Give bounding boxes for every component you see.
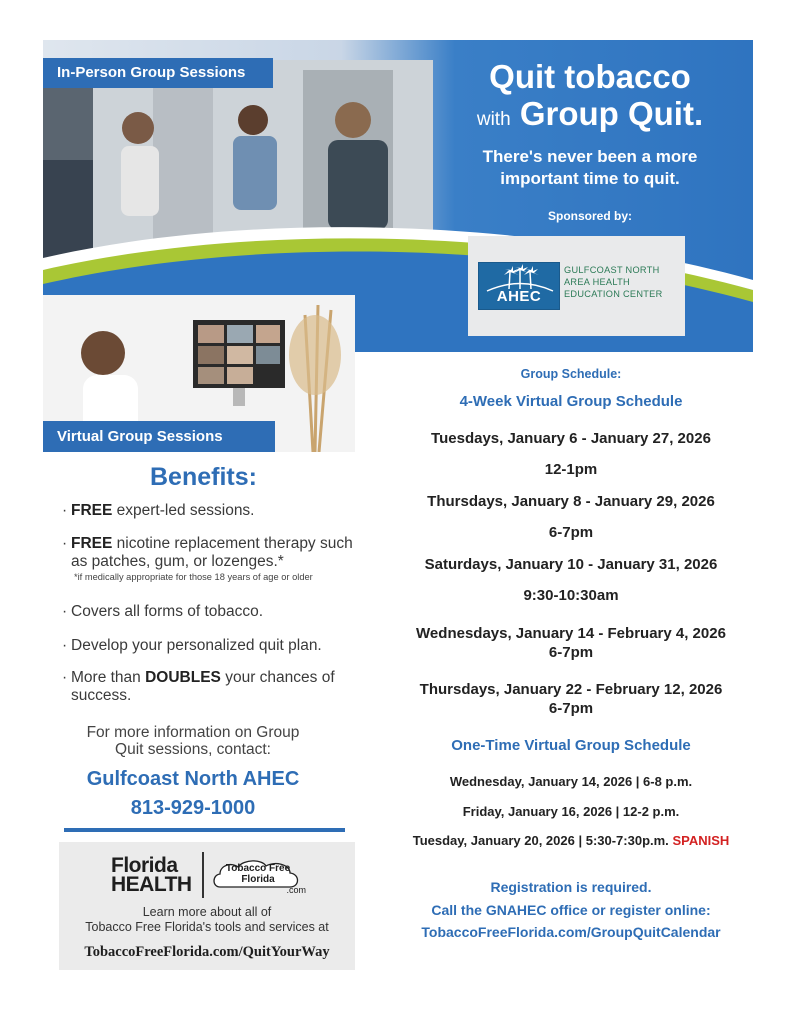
footer-learn-line1: Learn more about all of	[142, 905, 272, 919]
sponsored-by: Sponsored by:	[547, 209, 632, 223]
four-week-time-2: 6-7pm	[548, 524, 594, 541]
benefit-bold: FREE	[71, 502, 113, 519]
headline-line1: Quit tobacco	[489, 58, 691, 95]
tff-com: .com	[286, 885, 306, 895]
benefit-item: · FREE expert-led sessions.	[62, 502, 255, 519]
four-week-title: 4-Week Virtual Group Schedule	[459, 393, 683, 410]
headline-group-quit: Group Quit.	[519, 95, 704, 132]
group-schedule-heading: Group Schedule:	[520, 367, 622, 381]
sponsor-name-line1: GULFCOAST NORTH	[564, 265, 660, 275]
quit-your-way-link[interactable]: TobaccoFreeFlorida.com/QuitYourWay	[84, 944, 330, 960]
subhead-line2: important time to quit.	[500, 169, 680, 188]
group-quit-calendar-link[interactable]: TobaccoFreeFlorida.com/GroupQuitCalendar	[421, 924, 721, 940]
registration-instructions: Call the GNAHEC office or register online:	[431, 902, 711, 918]
subhead-line1: There's never been a more	[482, 147, 698, 166]
one-time-session-1: Wednesday, January 14, 2026 | 6-8 p.m.	[449, 774, 693, 789]
four-week-time-3: 9:30-10:30am	[523, 587, 619, 604]
four-week-dates-1: Tuesdays, January 6 - January 27, 2026	[431, 430, 711, 447]
benefit-text: expert-led sessions.	[112, 502, 255, 519]
four-week-time-4: 6-7pm	[548, 644, 594, 661]
in-person-sessions-label: In-Person Group Sessions	[43, 58, 273, 88]
sponsor-name	[564, 264, 684, 300]
one-time-title: One-Time Virtual Group Schedule	[451, 737, 691, 754]
benefit-pre: More than	[71, 669, 146, 686]
four-week-dates-2: Thursdays, January 8 - January 29, 2026	[427, 493, 715, 510]
headline-line2	[430, 96, 750, 138]
headline	[430, 58, 750, 138]
ahec-logo-text: AHEC	[496, 288, 542, 305]
benefit-text: your chances of success.	[71, 669, 335, 704]
benefits-title: Benefits:	[150, 463, 257, 491]
contact-phone: 813-929-1000	[130, 797, 256, 819]
four-week-dates-4: Wednesdays, January 14 - February 4, 2026	[416, 625, 726, 642]
spanish-tag: SPANISH	[672, 833, 730, 848]
benefit-item: · Develop your personalized quit plan.	[62, 637, 362, 655]
one-time-session-2: Friday, January 16, 2026 | 12-2 p.m.	[462, 804, 680, 819]
sponsor-name-line3: EDUCATION CENTER	[564, 289, 663, 299]
florida-text: Florida	[111, 854, 178, 877]
footer-learn-text	[59, 905, 355, 935]
contact-info-line2: Quit sessions, contact:	[115, 741, 271, 758]
tff-line2: Florida	[241, 874, 275, 885]
benefit-bold: FREE	[71, 535, 113, 552]
contact-info-line1: For more information on Group	[86, 724, 300, 741]
benefit-item: · More than DOUBLES your chances of success.	[62, 669, 335, 704]
one-time-session-3-text: Tuesday, January 20, 2026 | 5:30-7:30p.m.	[412, 833, 669, 848]
tff-text	[218, 863, 298, 885]
health-text: HEALTH	[111, 873, 192, 896]
registration-required: Registration is required.	[490, 879, 652, 895]
florida-health-logo	[111, 856, 192, 894]
footer-learn-line2: Tobacco Free Florida's tools and services at	[85, 920, 329, 934]
headline-with: with	[476, 109, 511, 130]
four-week-dates-5: Thursdays, January 22 - February 12, 2026	[419, 681, 723, 698]
virtual-sessions-label: Virtual Group Sessions	[43, 421, 275, 452]
four-week-dates-3: Saturdays, January 10 - January 31, 2026	[424, 556, 718, 573]
four-week-time-5: 6-7pm	[548, 700, 594, 717]
benefit-item: · FREE nicotine replacement therapy such as patches, gum, or lozenges.* *if medically appropriate for those 18 years of age or older	[62, 535, 362, 583]
tobacco-free-florida-logo	[210, 857, 306, 893]
sponsor-name-line2: AREA HEALTH	[564, 277, 630, 287]
benefit-item: · Covers all forms of tobacco.	[62, 603, 362, 621]
ahec-logo	[478, 262, 560, 310]
logo-divider	[202, 852, 204, 898]
contact-info-text	[62, 724, 324, 758]
benefit-text: nicotine replacement therapy such as patches, gum, or lozenges.*	[71, 535, 353, 570]
tff-line1: Tobacco Free	[225, 863, 291, 874]
contact-divider	[64, 828, 345, 832]
one-time-session-3	[362, 833, 780, 848]
benefit-bold: DOUBLES	[145, 669, 221, 686]
benefit-text: Develop your personalized quit plan.	[71, 637, 322, 654]
subhead	[430, 146, 750, 190]
contact-organization: Gulfcoast North AHEC	[86, 768, 300, 790]
benefit-text: Covers all forms of tobacco.	[71, 603, 264, 620]
benefit-footnote: *if medically appropriate for those 18 years of age or older	[74, 572, 313, 582]
four-week-time-1: 12-1pm	[544, 461, 598, 478]
